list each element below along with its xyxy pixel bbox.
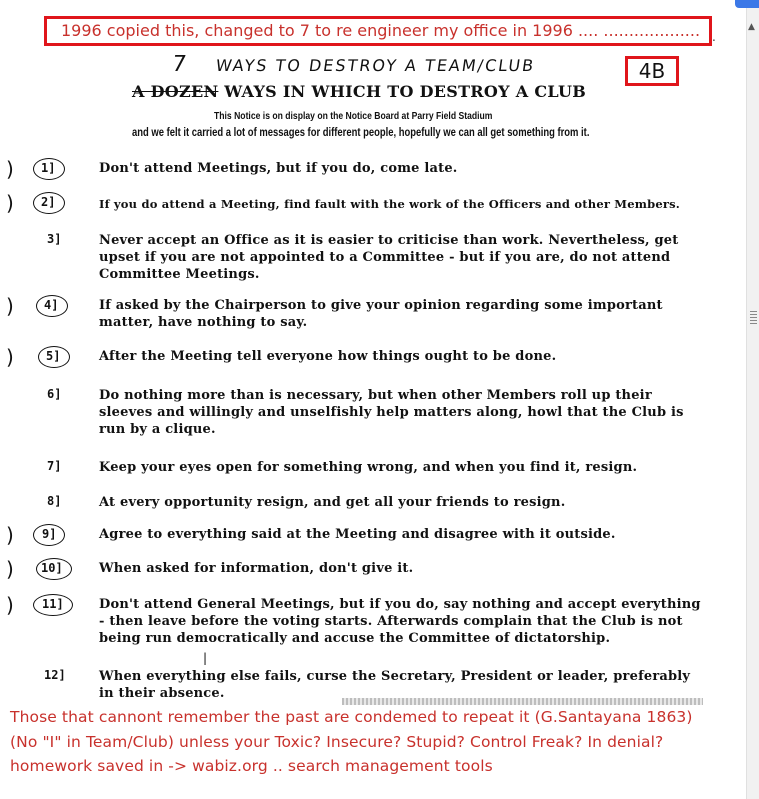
paren-mark: ) <box>6 523 14 547</box>
paren-mark: ) <box>6 557 14 581</box>
window-corner-button[interactable] <box>735 0 759 8</box>
item-number: 2] <box>41 195 56 209</box>
item-text: When asked for information, don't give it. <box>99 561 414 576</box>
item-number: 8] <box>47 494 62 508</box>
item-text: Keep your eyes open for something wrong, and when you find it, resign. <box>99 460 638 475</box>
annotation-top-text: 1996 copied this, changed to 7 to re engineer my office in 1996 .... ................... <box>61 21 701 40</box>
item-number-mark <box>0 524 92 548</box>
item-text: Do nothing more than is necessary, but when other Members roll up their sleeves and willingly and unselfishly help matters along, howl that the Club is run by a clique. <box>99 388 684 437</box>
item-number: 12] <box>44 668 66 682</box>
item-number-mark <box>0 558 92 582</box>
vertical-scrollbar[interactable] <box>746 0 759 799</box>
felt-line: and we felt it carried a lot of messages for different people, hopefully we can all get something from it. <box>132 127 590 139</box>
handwritten-number: 7 <box>170 52 190 77</box>
item-text: After the Meeting tell everyone how things ought to be done. <box>99 349 557 364</box>
item-number: 4] <box>44 298 59 312</box>
item-number-mark <box>0 346 92 370</box>
item-number: 3] <box>47 232 62 246</box>
item-number-mark <box>0 192 92 216</box>
item-number-mark <box>0 594 92 618</box>
item-text: Never accept an Office as it is easier to criticise than work. Nevertheless, get upset if you are not appointed to a Committee - but if you are, do not attend Committee Meetings. <box>99 233 679 282</box>
tag-4b <box>625 56 679 86</box>
item-text: When everything else fails, curse the Secretary, President or leader, preferably in their absence. <box>99 669 691 701</box>
item-text: Agree to everything said at the Meeting and disagree with it outside. <box>99 527 616 542</box>
page-headline <box>132 82 586 101</box>
item-number: 11] <box>42 597 64 611</box>
item-number: 1] <box>41 161 56 175</box>
headline-struck: A DOZEN <box>132 82 219 101</box>
paren-mark: ) <box>6 191 14 215</box>
paren-mark: ) <box>6 345 14 369</box>
item-text: At every opportunity resign, and get all your friends to resign. <box>99 495 566 510</box>
pen-mark: | <box>203 651 208 665</box>
item-number: 6] <box>47 387 62 401</box>
item-text: If you do attend a Meeting, find fault with the work of the Officers and other Members. <box>99 197 681 211</box>
item-text: Don't attend Meetings, but if you do, come late. <box>99 161 458 176</box>
item-number: 9] <box>42 527 57 541</box>
handwritten-heading <box>170 52 537 77</box>
item-number-mark <box>0 295 92 319</box>
item-number: 7] <box>47 459 62 473</box>
scan-smudge <box>342 698 703 705</box>
item-text: Don't attend General Meetings, but if you do, say nothing and accept everything - then leave before the voting starts. Afterwards complain that the Club is not being run democratically and accuse the Committee of dictatorship. <box>99 597 701 646</box>
item-number: 5] <box>46 349 61 363</box>
item-number: 10] <box>41 561 63 575</box>
item-text: If asked by the Chairperson to give your opinion regarding some important matter, have nothing to say. <box>99 298 663 330</box>
annotation-box-top <box>44 16 712 46</box>
paren-mark: ) <box>6 593 14 617</box>
notice-line: This Notice is on display on the Notice Board at Parry Field Stadium <box>214 110 493 122</box>
footer-line-3: homework saved in -> wabiz.org .. search management tools <box>10 757 493 775</box>
scroll-grip-icon[interactable] <box>750 310 757 324</box>
tag-4b-text: 4B <box>638 59 666 83</box>
paren-mark: ) <box>6 294 14 318</box>
paren-mark: ) <box>6 157 14 181</box>
item-number-mark <box>0 158 92 182</box>
handwritten-text: WAYS TO DESTROY A TEAM/CLUB <box>214 56 537 75</box>
scroll-up-arrow-icon[interactable]: ▲ <box>748 22 755 32</box>
footer-line-1: Those that cannont remember the past are condemed to repeat it (G.Santayana 1863) <box>10 708 693 726</box>
footer-line-2: (No "I" in Team/Club) unless your Toxic? Insecure? Stupid? Control Freak? In denial? <box>10 733 664 751</box>
annotation-top-tail: . <box>712 30 716 44</box>
headline-rest: WAYS IN WHICH TO DESTROY A CLUB <box>218 82 587 101</box>
